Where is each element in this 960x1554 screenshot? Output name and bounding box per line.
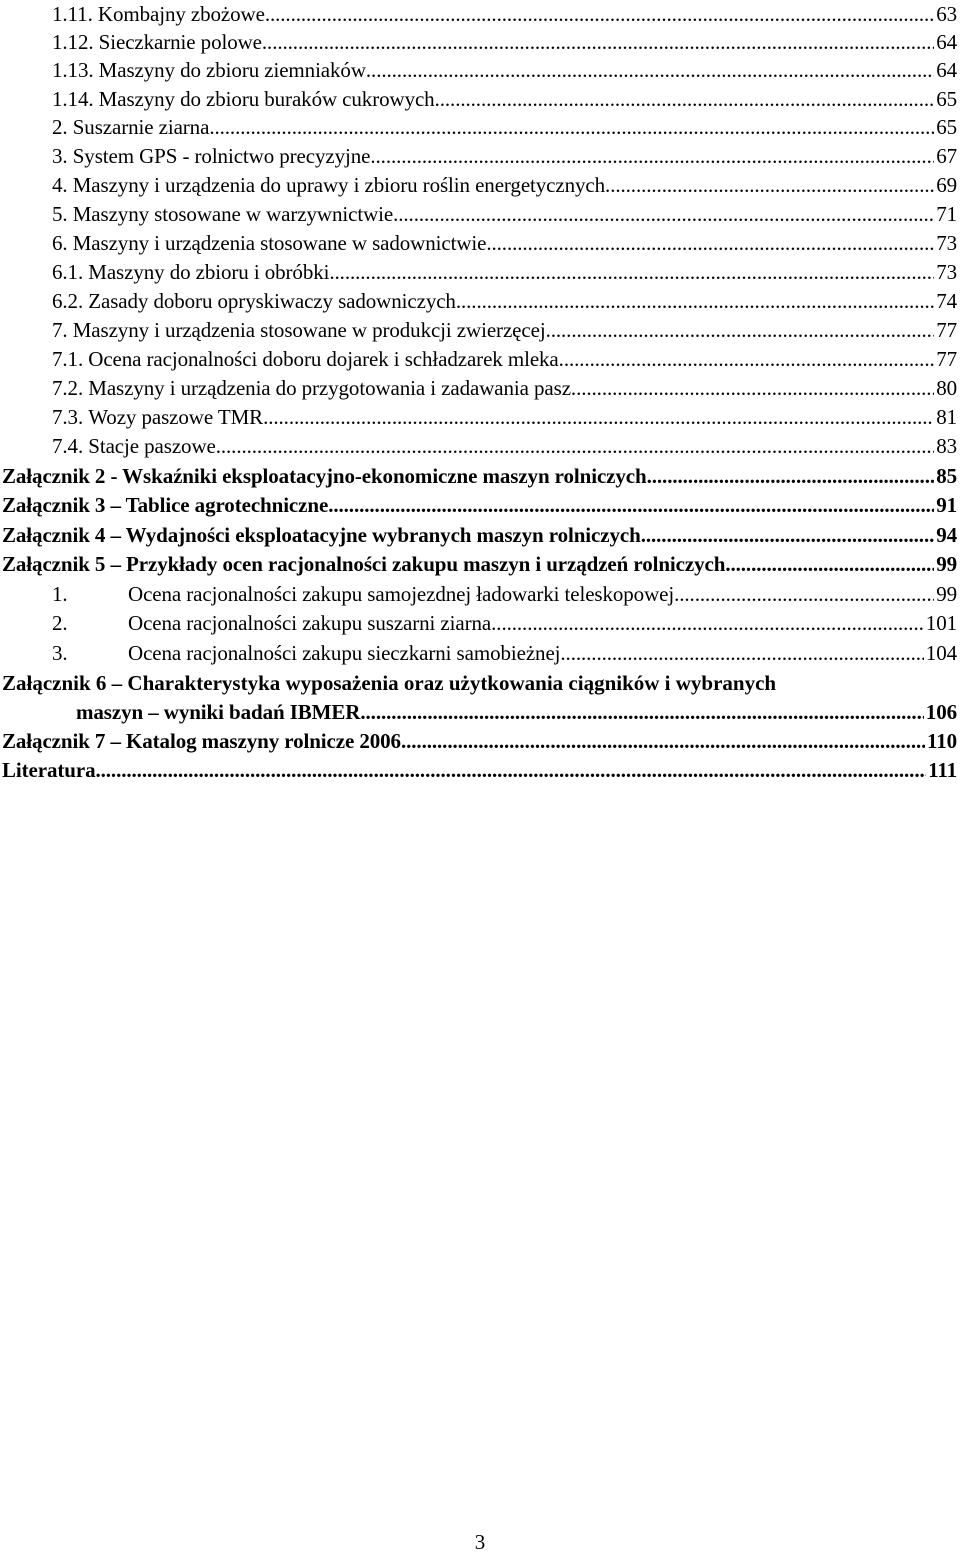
- toc-entry-page: 73: [936, 231, 957, 255]
- toc-entry[interactable]: [52, 171, 957, 200]
- toc-entry-title: System GPS - rolnictwo precyzyjne: [72, 144, 371, 168]
- toc-appendix-entry[interactable]: [2, 491, 957, 520]
- dot-leader: [435, 85, 935, 114]
- toc-entry-page: 71: [936, 202, 957, 226]
- toc-entry-title: Ocena racjonalności zakupu samojezdnej ładowarki teleskopowej: [128, 582, 675, 606]
- toc-entry-page: 94: [936, 523, 957, 547]
- toc-entry[interactable]: [52, 609, 957, 638]
- dot-leader: [329, 258, 934, 287]
- dot-leader: [571, 374, 934, 403]
- toc-entry[interactable]: [52, 85, 957, 114]
- toc-entry-page: 65: [936, 115, 957, 139]
- toc-entry[interactable]: [52, 403, 957, 432]
- dot-leader: [370, 142, 934, 171]
- toc-entry-page: 110: [926, 729, 957, 753]
- toc-entry-number: 1.12.: [52, 30, 94, 54]
- toc-entry[interactable]: [52, 113, 957, 142]
- toc-entry-title: Maszyny stosowane w warzywnictwie: [72, 202, 394, 226]
- toc-entry-title: Maszyny i urządzenia do przygotowania i zadawania pasz: [88, 376, 571, 400]
- toc-entry-page: 85: [936, 464, 957, 488]
- toc-entry-title: Ocena racjonalności zakupu sieczkarni samobieżnej: [128, 641, 561, 665]
- dot-leader: [95, 756, 926, 785]
- toc-entry-page: 64: [936, 30, 957, 54]
- toc-entry-title: Literatura: [2, 758, 96, 782]
- toc-entry-title: Maszyny i urządzenia stosowane w produkcji zwierzęcej: [72, 318, 546, 342]
- toc-entry[interactable]: [52, 345, 957, 374]
- toc-entry-number: 1.14.: [52, 87, 94, 111]
- toc-entry-title: Maszyny i urządzenia stosowane w sadownictwie: [72, 231, 487, 255]
- toc-entry-title: Stacje paszowe: [88, 434, 216, 458]
- toc-entry[interactable]: [52, 316, 957, 345]
- toc-entry-number: 5.: [52, 202, 68, 226]
- toc-appendix-entry-title-line[interactable]: [2, 669, 776, 698]
- toc-entry-page: 83: [936, 434, 957, 458]
- toc-entry[interactable]: [52, 229, 957, 258]
- toc-entry[interactable]: [52, 580, 957, 609]
- toc-entry-number: 6.1.: [52, 260, 84, 284]
- toc-entry-title: Maszyny do zbioru i obróbki: [88, 260, 330, 284]
- toc-entry-page: 63: [936, 2, 957, 26]
- toc-entry-title: Wozy paszowe TMR: [88, 405, 264, 429]
- dot-leader: [491, 609, 924, 638]
- toc-entry-number: 7.3.: [52, 405, 84, 429]
- toc-entry-page: 77: [936, 318, 957, 342]
- dot-leader: [360, 698, 923, 727]
- toc-entry-title: Maszyny do zbioru ziemniaków: [98, 58, 366, 82]
- toc-entry-number: 1.11.: [52, 2, 93, 26]
- toc-entry-title: Maszyny do zbioru buraków cukrowych: [98, 87, 435, 111]
- toc-entry-page: 65: [936, 87, 957, 111]
- toc-entry-title: Sieczkarnie polowe: [98, 30, 262, 54]
- toc-entry-title: Załącznik 2 - Wskaźniki eksploatacyjno-ekonomiczne maszyn rolniczych: [2, 464, 647, 488]
- toc-entry-number: 1.13.: [52, 58, 94, 82]
- toc-entry-page: 91: [936, 493, 957, 517]
- dot-leader: [366, 56, 934, 85]
- toc-entry-page: 101: [925, 611, 957, 635]
- toc-entry-page: 77: [936, 347, 957, 371]
- toc-entry[interactable]: [52, 142, 957, 171]
- dot-leader: [263, 403, 934, 432]
- toc-entry-page: 111: [928, 758, 957, 782]
- toc-entry-number: 6.2.: [52, 289, 84, 313]
- toc-entry-page: 67: [936, 144, 957, 168]
- dot-leader: [401, 727, 925, 756]
- toc-entry-number: 3.: [52, 641, 68, 665]
- toc-entry-number: 7.1.: [52, 347, 84, 371]
- dot-leader: [393, 200, 934, 229]
- toc-entry[interactable]: [52, 287, 957, 316]
- toc-appendix-entry[interactable]: [2, 521, 957, 550]
- toc-entry[interactable]: [52, 200, 957, 229]
- dot-leader: [725, 550, 934, 579]
- toc-entry[interactable]: [52, 258, 957, 287]
- toc-entry-page: 106: [925, 700, 957, 724]
- dot-leader: [486, 229, 934, 258]
- toc-entry-number: 6.: [52, 231, 68, 255]
- dot-leader: [559, 345, 935, 374]
- toc-literature-entry[interactable]: [2, 756, 957, 785]
- toc-appendix-entry[interactable]: [2, 727, 957, 756]
- toc-entry-number: 2.: [52, 611, 68, 635]
- toc-entry-page: 74: [936, 289, 957, 313]
- toc-entry-title: Zasady doboru opryskiwaczy sadowniczych: [88, 289, 456, 313]
- toc-entry-title: Załącznik 7 – Katalog maszyny rolnicze 2006: [2, 729, 401, 753]
- page-number: 3: [474, 1530, 486, 1554]
- toc-entry-number: 7.: [52, 318, 68, 342]
- toc-entry-title: Załącznik 6 – Charakterystyka wyposażenia oraz użytkowania ciągników i wybranych: [2, 671, 777, 695]
- dot-leader: [641, 521, 935, 550]
- toc-entry[interactable]: [52, 432, 957, 461]
- toc-entry-page: 81: [936, 405, 957, 429]
- dot-leader: [456, 287, 934, 316]
- toc-entry-title: Ocena racjonalności zakupu suszarni ziarna: [128, 611, 492, 635]
- dot-leader: [265, 0, 934, 29]
- toc-entry-page: 104: [925, 641, 957, 665]
- toc-appendix-entry[interactable]: [76, 698, 957, 727]
- toc-entry-title: Załącznik 4 – Wydajności eksploatacyjne wybranych maszyn rolniczych: [2, 523, 641, 547]
- toc-entry[interactable]: [52, 639, 957, 668]
- toc-entry-page: 99: [936, 582, 957, 606]
- toc-entry-title: maszyn – wyniki badań IBMER: [76, 700, 361, 724]
- toc-entry-title: Ocena racjonalności doboru dojarek i schładzarek mleka: [88, 347, 559, 371]
- dot-leader: [647, 462, 935, 491]
- dot-leader: [546, 316, 935, 345]
- toc-entry-number: 7.2.: [52, 376, 84, 400]
- toc-entry-title: Maszyny i urządzenia do uprawy i zbioru roślin energetycznych: [72, 173, 606, 197]
- dot-leader: [560, 639, 923, 668]
- toc-entry[interactable]: [52, 56, 957, 85]
- toc-entry-number: 2.: [52, 115, 68, 139]
- toc-entry-page: 64: [936, 58, 957, 82]
- toc-entry-page: 99: [936, 552, 957, 576]
- toc-entry-title: Załącznik 3 – Tablice agrotechniczne: [2, 493, 329, 517]
- dot-leader: [674, 580, 934, 609]
- toc-entry[interactable]: [52, 374, 957, 403]
- dot-leader: [605, 171, 934, 200]
- toc-entry[interactable]: [52, 0, 957, 29]
- dot-leader: [328, 491, 934, 520]
- toc-entry[interactable]: [52, 28, 957, 57]
- toc-entry-number: 4.: [52, 173, 68, 197]
- toc-entry-page: 73: [936, 260, 957, 284]
- toc-appendix-entry[interactable]: [2, 462, 957, 491]
- toc-entry-title: Kombajny zbożowe: [97, 2, 265, 26]
- toc-entry-number: 1.: [52, 582, 68, 606]
- toc-entry-page: 80: [936, 376, 957, 400]
- toc-entry-number: 3.: [52, 144, 68, 168]
- toc-appendix-entry[interactable]: [2, 550, 957, 579]
- toc-entry-title: Suszarnie ziarna: [72, 115, 210, 139]
- toc-entry-title: Załącznik 5 – Przykłady ocen racjonalności zakupu maszyn i urządzeń rolniczych: [2, 552, 726, 576]
- toc-entry-page: 69: [936, 173, 957, 197]
- toc-entry-number: 7.4.: [52, 434, 84, 458]
- dot-leader: [209, 113, 934, 142]
- dot-leader: [262, 28, 934, 57]
- dot-leader: [216, 432, 934, 461]
